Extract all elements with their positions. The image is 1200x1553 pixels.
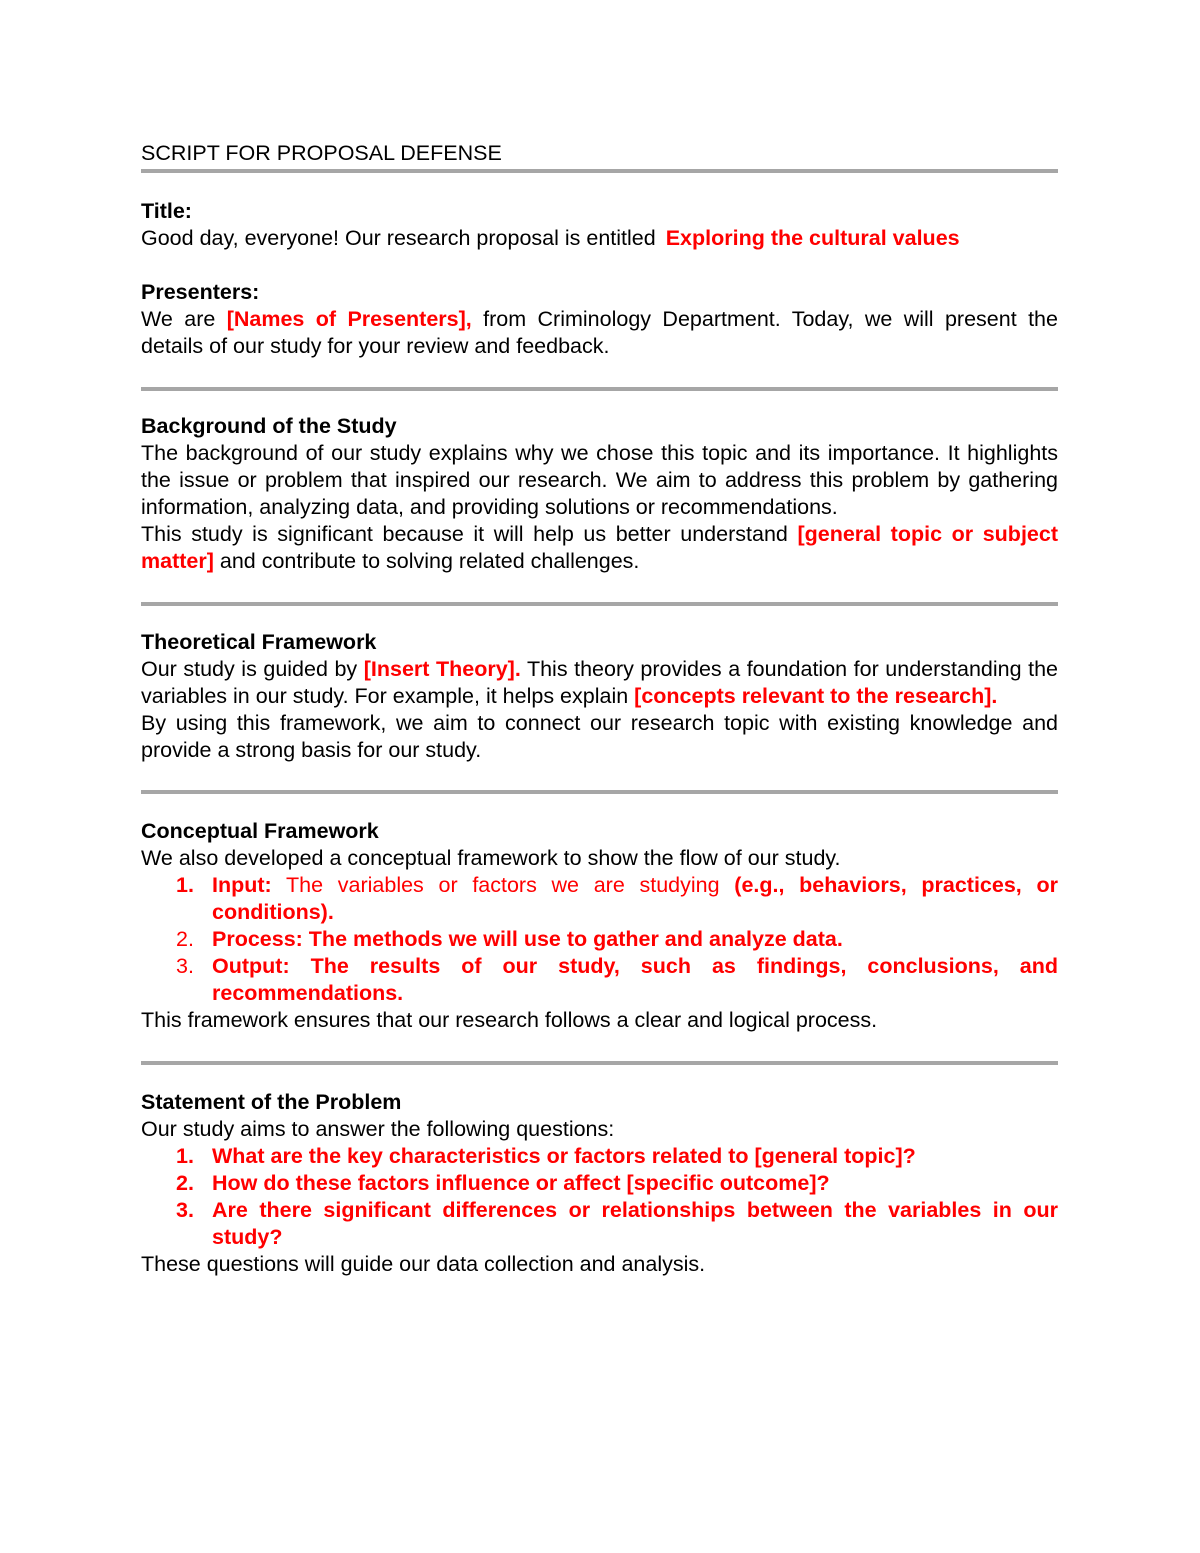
divider <box>141 1061 1058 1065</box>
concepts-placeholder: [concepts relevant to the research]. <box>634 684 998 708</box>
question-text: How do these factors influence or affect [specific outcome]? <box>212 1171 830 1195</box>
background-paragraph-2 <box>141 521 1058 575</box>
list-item <box>141 953 1058 1007</box>
output-text: Output: The results of our study, such as findings, conclusions, and recommendations. <box>212 954 1058 1005</box>
background-paragraph-1: The background of our study explains why we chose this topic and its importance. It highlights the issue or problem that inspired our research. We aim to address this problem by gathering information, analyzing data, and providing solutions or recommendations. <box>141 441 1058 519</box>
divider <box>141 790 1058 794</box>
list-item <box>141 872 1058 926</box>
list-number: 1. <box>176 873 194 897</box>
conceptual-heading: Conceptual Framework <box>141 819 379 843</box>
document-heading: SCRIPT FOR PROPOSAL DEFENSE <box>141 141 502 165</box>
title-value: Exploring the cultural values <box>665 226 960 250</box>
document-page <box>141 140 1058 1278</box>
problem-section <box>141 1089 1058 1278</box>
divider <box>141 387 1058 391</box>
presenters-names-placeholder: [Names of Presenters], <box>226 307 472 331</box>
input-examples: (e.g., behaviors, practices, or conditions). <box>212 873 1058 924</box>
background-topic-placeholder: [general topic or subject matter] <box>141 522 1058 573</box>
presenters-text-before: We are <box>141 307 216 331</box>
list-number: 3. <box>176 954 194 978</box>
conceptual-intro: We also developed a conceptual framework to show the flow of our study. <box>141 846 841 870</box>
theoretical-heading: Theoretical Framework <box>141 630 377 654</box>
question-text: Are there significant differences or relationships between the variables in our study? <box>212 1198 1058 1249</box>
theoretical-paragraph-2: By using this framework, we aim to connect our research topic with existing knowledge and provide a strong basis for our study. <box>141 711 1058 762</box>
problem-heading: Statement of the Problem <box>141 1090 402 1114</box>
title-intro-text: Good day, everyone! Our research proposal is entitled <box>141 226 656 250</box>
question-text: What are the key characteristics or factors related to [general topic]? <box>212 1144 916 1168</box>
presenters-section <box>141 279 1058 360</box>
presenters-label: Presenters: <box>141 280 260 304</box>
list-number: 1. <box>176 1144 194 1168</box>
input-text: The variables or factors we are studying <box>286 873 720 897</box>
theoretical-text-1: Our study is guided by <box>141 657 358 681</box>
background-p2-after: and contribute to solving related challenges. <box>219 549 640 573</box>
divider <box>141 602 1058 606</box>
background-heading: Background of the Study <box>141 414 397 438</box>
list-item <box>141 1143 1058 1170</box>
title-label: Title: <box>141 199 192 223</box>
list-number: 2. <box>176 1171 194 1195</box>
title-section <box>141 198 1058 252</box>
divider <box>141 169 1058 173</box>
problem-closing: These questions will guide our data collection and analysis. <box>141 1252 706 1276</box>
list-item <box>141 1170 1058 1197</box>
list-item <box>141 1197 1058 1251</box>
theoretical-section <box>141 629 1058 764</box>
conceptual-section <box>141 818 1058 1034</box>
problem-intro: Our study aims to answer the following questions: <box>141 1117 615 1141</box>
list-number: 3. <box>176 1198 194 1222</box>
conceptual-list <box>141 872 1058 1007</box>
input-label: Input: <box>212 873 272 897</box>
title-line <box>141 225 1058 252</box>
conceptual-closing: This framework ensures that our research follows a clear and logical process. <box>141 1008 878 1032</box>
theoretical-text-2: This theory provides a foundation for understanding the variables in our study. For example, it helps explain <box>141 657 1058 708</box>
theory-placeholder: [Insert Theory]. <box>363 657 521 681</box>
theoretical-paragraph-1 <box>141 656 1058 710</box>
presenters-text-after: from Criminology Department. Today, we will present the details of our study for your review and feedback. <box>141 307 1058 358</box>
list-number: 2. <box>176 927 194 951</box>
background-section <box>141 413 1058 575</box>
list-item <box>141 926 1058 953</box>
presenters-text <box>141 306 1058 360</box>
problem-list <box>141 1143 1058 1251</box>
background-p2-before: This study is significant because it will help us better understand <box>141 522 788 546</box>
process-text: Process: The methods we will use to gather and analyze data. <box>212 927 843 951</box>
